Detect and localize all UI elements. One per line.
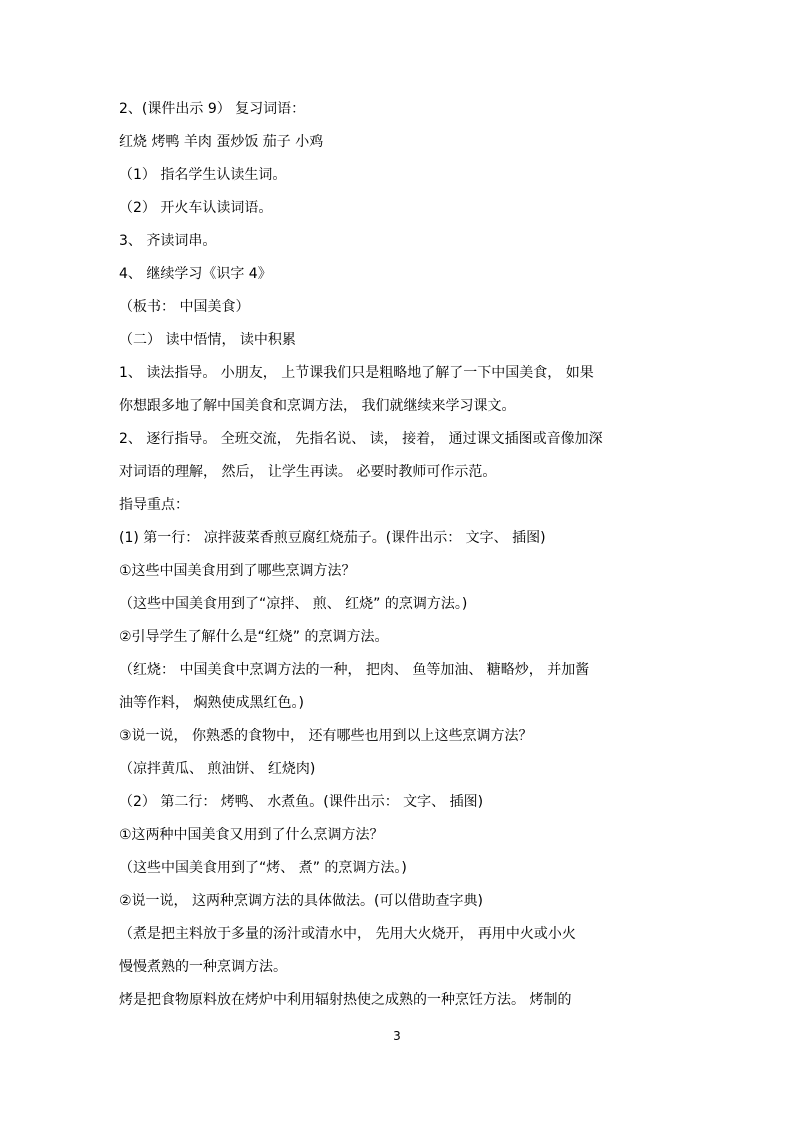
text-line: 你想跟多地了解中国美食和烹调方法， 我们就继续来学习课文。 — [119, 398, 516, 414]
text-line: （板书： 中国美食） — [119, 299, 250, 315]
text-line: 3、 齐读词串。 — [119, 233, 217, 249]
text-line: 1、 读法指导。 小朋友， 上节课我们只是粗略地了解了一下中国美食， 如果 — [119, 365, 594, 381]
text-line: （这些中国美食用到了“烤、 煮” 的烹调方法。) — [119, 860, 407, 876]
text-line: （2） 第二行： 烤鸭、 水煮鱼。(课件出示： 文字、 插图) — [119, 794, 484, 810]
text-line: 2、 逐行指导。 全班交流， 先指名说、 读， 接着， 通过课文插图或音像加深 — [119, 431, 603, 447]
text-line: ②说一说， 这两种烹调方法的具体做法。(可以借助查字典) — [119, 893, 483, 909]
text-line: ②引导学生了解什么是“红烧” 的烹调方法。 — [119, 629, 389, 645]
text-line: 对词语的理解， 然后， 让学生再读。 必要时教师可作示范。 — [119, 464, 497, 480]
text-line: （红烧： 中国美食中烹调方法的一种， 把肉、 鱼等加油、 糖略炒， 并加酱 — [119, 662, 590, 678]
text-line: ①这两种中国美食又用到了什么烹调方法？ — [119, 827, 384, 843]
text-line: 4、 继续学习《识字 4》 — [119, 266, 272, 282]
text-line: （煮是把主料放于多量的汤汁或清水中， 先用大火烧开， 再用中火或小火 — [119, 926, 576, 942]
text-line: (1) 第一行： 凉拌菠菜香煎豆腐红烧茄子。(课件出示： 文字、 插图) — [119, 530, 546, 546]
text-line: （2） 开火车认读词语。 — [119, 200, 273, 216]
text-line: 2、(课件出示 9） 复习词语： — [119, 101, 306, 117]
text-line: （1） 指名学生认读生词。 — [119, 167, 287, 183]
text-line: 慢慢煮熟的一种烹调方法。 — [119, 959, 287, 975]
text-line: 指导重点： — [119, 497, 189, 513]
text-line: （这些中国美食用到了“凉拌、 煎、 红烧” 的烹调方法。) — [119, 596, 468, 612]
text-line: 红烧 烤鸭 羊肉 蛋炒饭 茄子 小鸡 — [119, 134, 324, 150]
text-line: ①这些中国美食用到了哪些烹调方法？ — [119, 563, 356, 579]
text-line: 烤是把食物原料放在烤炉中利用辐射热使之成熟的一种烹饪方法。 烤制的 — [119, 992, 572, 1008]
text-line: 油等作料， 焖熟使成黑红色。) — [119, 695, 304, 711]
page-number: 3 — [393, 1029, 401, 1043]
text-line: ③说一说， 你熟悉的食物中， 还有哪些也用到以上这些烹调方法？ — [119, 728, 533, 744]
text-line: （凉拌黄瓜、 煎油饼、 红烧肉) — [119, 761, 316, 777]
text-line: （二） 读中悟情， 读中积累 — [119, 332, 296, 348]
